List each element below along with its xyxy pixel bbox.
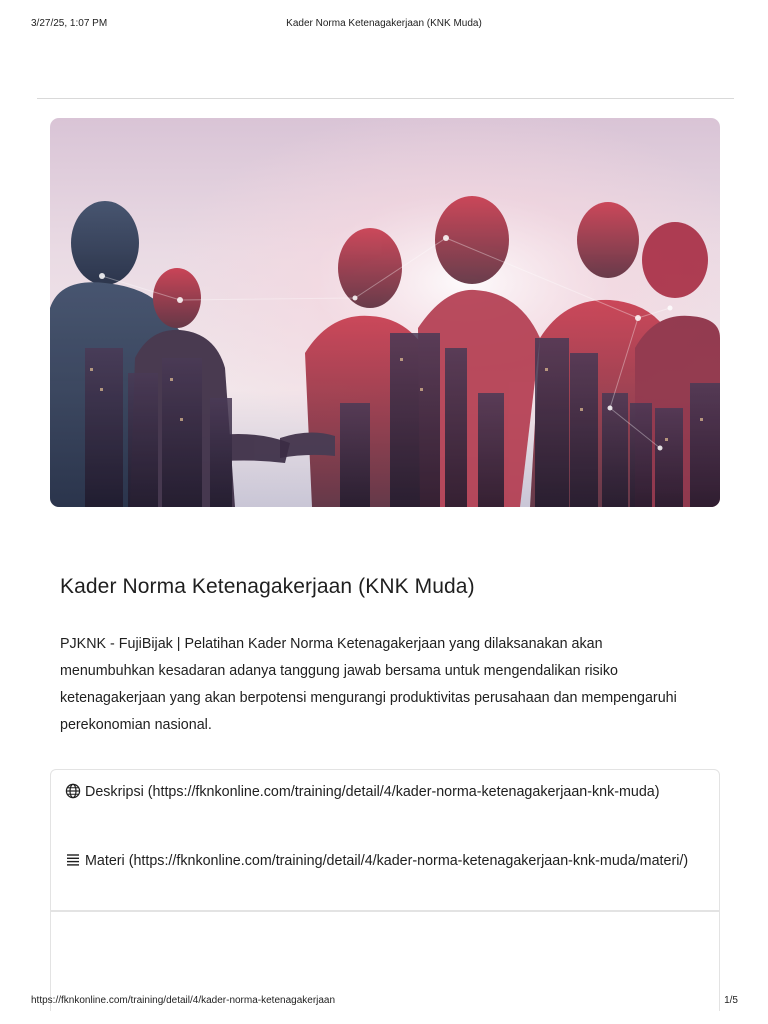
- print-page-title: Kader Norma Ketenagakerjaan (KNK Muda): [286, 18, 482, 29]
- print-footer: [0, 995, 768, 1009]
- page-title: Kader Norma Ketenagakerjaan (KNK Muda): [60, 575, 475, 598]
- business-people-city-image: [50, 118, 720, 507]
- top-divider: [37, 98, 734, 99]
- print-header: [0, 18, 768, 32]
- deskripsi-link-text[interactable]: Deskripsi (https://fknkonline.com/training/detail/4/kader-norma-ketenagakerjaan-knk-muda): [85, 784, 660, 800]
- print-datetime: 3/27/25, 1:07 PM: [31, 18, 108, 29]
- materi-link-text[interactable]: Materi (https://fknkonline.com/training/detail/4/kader-norma-ketenagakerjaan-knk-muda/materi/): [85, 853, 689, 869]
- globe-icon: [65, 783, 81, 799]
- training-description: PJKNK - FujiBijak | Pelatihan Kader Norma Ketenagakerjaan yang dilaksanakan akan menumbuhkan kesadaran adanya tanggung jawab bersama untuk mengendalikan risiko ketenagakerjaan yang akan berpotensi mengurangi produktivitas perusahaan dan mempengaruhi perekonomian nasional.: [60, 636, 677, 733]
- page-number: 1/5: [724, 995, 738, 1006]
- list-icon: [65, 852, 81, 868]
- hero-image: [50, 118, 720, 507]
- materi-link[interactable]: [65, 849, 705, 874]
- print-url: https://fknkonline.com/training/detail/4/kader-norma-ketenagakerjaan: [31, 995, 336, 1006]
- deskripsi-link[interactable]: [65, 780, 705, 805]
- link-card: [50, 769, 720, 911]
